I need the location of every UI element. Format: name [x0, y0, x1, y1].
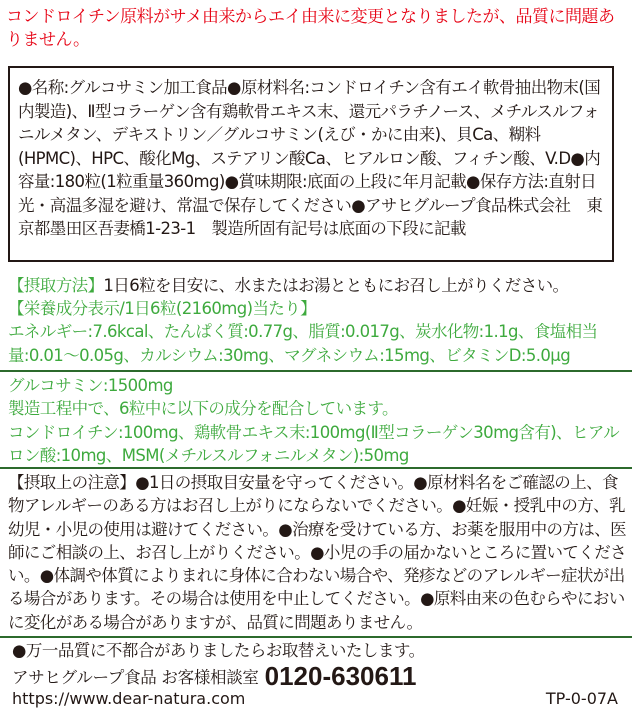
compound-list: コンドロイチン:100mg、鶏軟骨エキス末:100mg(Ⅱ型コラーゲン30mg含有)、ヒアルロン酸:10mg、MSM(メチルスルフォニルメタン):50mg — [8, 422, 619, 465]
contact-label: アサヒグループ食品 お客様相談室 — [12, 668, 259, 687]
nutrition-heading: 【栄養成分表示/1日6粒(2160mg)当たり】 — [8, 299, 317, 318]
process-note: 製造工程中で、6粒中に以下の成分を配合しています。 — [8, 399, 398, 419]
product-label-text: ●名称:グルコサミン加工食品●原材料名:コンドロイチン含有エイ軟骨抽出物末(国内製造)、Ⅱ型コラーゲン含有鶏軟骨エキス末、還元パラチノース、メチルスルフォニルメタン、デキストリン／グルコサミン(えび・かに由来)、貝Ca、糊料(HPMC)、HPC、酸化Mg、ステアリン酸Ca、ヒアルロン酸、フィチン酸、V.D●内容量:180粒(1粒重量360mg)●賞味期限:底面の上段に年月記載●保存方法:直射日光・高温多湿を避け、常温で保存してください●アサヒグループ食品株式会社 東京都墨田区吾妻橋1-23-1 製造所固有記号は底面の下段に記載 — [18, 78, 603, 238]
nutrition-facts — [8, 297, 626, 367]
divider — [0, 467, 632, 469]
product-code: TP-0-07A — [545, 689, 618, 708]
customer-contact — [12, 661, 417, 691]
notice-text: コンドロイチン原料がサメ由来からエイ由来に変更となりましたが、品質に問題ありません。 — [6, 7, 615, 50]
ingredients-section — [8, 374, 626, 467]
nutrition-values: エネルギー:7.6kcal、たんぱく質:0.77g、脂質:0.017g、炭水化物:1.1g、食塩相当量:0.01～0.05g、カルシウム:30mg、マグネシウム:15mg、ビタミンD:5.0μg — [8, 322, 598, 365]
cautions-section — [8, 471, 626, 634]
cautions-text: 【摂取上の注意】●1日の摂取目安量を守ってください。●原材料名をご確認の上、食物アレルギーのある方はお召し上がりにならないでください。●妊娠・授乳中の方、乳幼児・小児の使用は避けてください。●治療を受けている方、お薬を服用中の方は、医師にご相談の上、お召し上がりください。●小児の手の届かないところに置いてください。●体調や体質によりまれに身体に合わない場合や、発疹などのアレルギー症状が出る場合があります。その場合は使用を中止してください。●原料由来の色むらやにおいに変化がある場合がありますが、品質に問題ありません。 — [8, 473, 626, 632]
exchange-note: ●万一品質に不都合がありましたらお取替えいたします。 — [12, 641, 425, 660]
website-url: https://www.dear-natura.com — [12, 689, 246, 708]
intake-method — [8, 274, 626, 297]
phone-number: 0120-630611 — [264, 661, 417, 691]
divider — [0, 636, 632, 638]
product-label-box — [8, 66, 614, 262]
divider — [0, 370, 632, 372]
intake-heading: 【摂取方法】 — [8, 276, 104, 295]
intake-text: 1日6粒を目安に、水またはお湯とともにお召し上がりください。 — [103, 276, 569, 295]
glucosamine-amount: グルコサミン:1500mg — [8, 376, 173, 395]
